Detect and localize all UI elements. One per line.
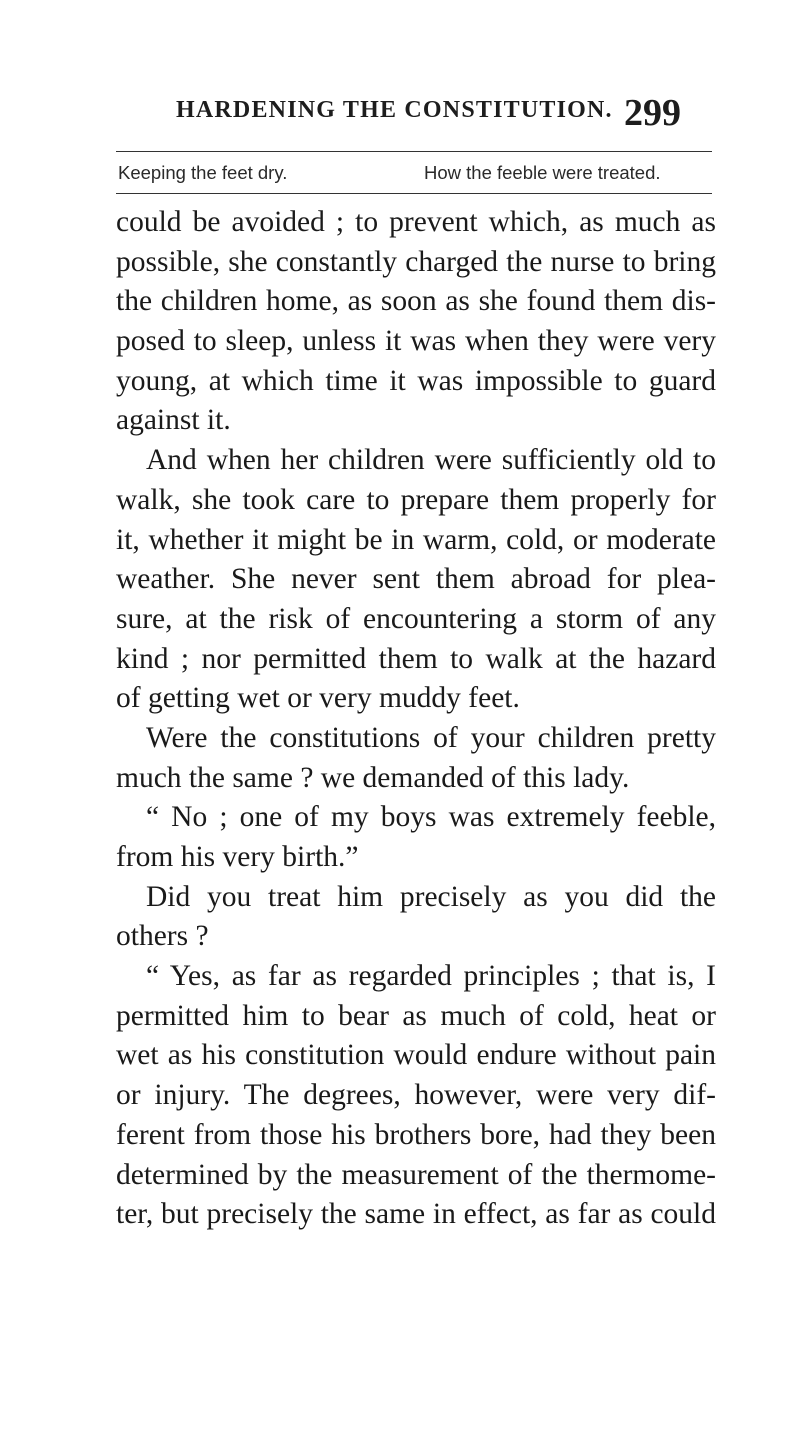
text-line: wet as his constitution would endure without pain xyxy=(116,1039,716,1072)
text-line: young, at which time it was impossible to guard xyxy=(116,364,716,397)
subhead-right: How the feeble were treated. xyxy=(424,162,661,183)
text-line: Did you treat him precisely as you did the xyxy=(146,880,716,913)
text-line: from his very birth.” xyxy=(116,841,359,873)
subhead-left: Keeping the feet dry. xyxy=(118,162,288,183)
text-line: others ? xyxy=(116,920,209,953)
body-text xyxy=(116,203,716,1235)
text-line: “ No ; one of my boys was extremely feeble, xyxy=(146,801,716,834)
top-rule xyxy=(116,151,712,152)
text-line: kind ; nor permitted them to walk at the hazard xyxy=(116,642,716,675)
text-line: it, whether it might be in warm, cold, or moderate xyxy=(116,523,716,556)
text-line: could be avoided ; to prevent which, as much as xyxy=(116,206,716,238)
text-line: ter, but precisely the same in effect, as far as could xyxy=(116,1198,716,1231)
text-line: or injury. The degrees, however, were very dif- xyxy=(116,1079,716,1112)
text-line: permitted him to bear as much of cold, heat or xyxy=(116,999,716,1032)
text-line: Were the constitutions of your children pretty xyxy=(146,721,716,754)
text-line: posed to sleep, unless it was when they were very xyxy=(116,325,716,358)
text-line: the children home, as soon as she found them dis- xyxy=(116,285,716,318)
text-line: possible, she constantly charged the nurse to bring xyxy=(116,245,716,278)
text-line: much the same ? we demanded of this lady. xyxy=(116,761,630,794)
marginal-subheads xyxy=(0,160,800,188)
text-line: And when her children were sufficiently old to xyxy=(146,444,716,477)
text-line: determined by the measurement of the thermome- xyxy=(116,1158,716,1191)
text-line: weather. She never sent them abroad for plea- xyxy=(116,563,716,596)
text-line: ferent from those his brothers bore, had they been xyxy=(116,1118,716,1151)
text-line: of getting wet or very muddy feet. xyxy=(116,682,520,715)
text-line: “ Yes, as far as regarded principles ; that is, I xyxy=(146,960,716,993)
bottom-rule xyxy=(116,193,712,194)
text-line: walk, she took care to prepare them properly for xyxy=(116,483,716,516)
text-line: against it. xyxy=(116,404,231,437)
chapter-title: HARDENING THE CONSTITUTION. xyxy=(176,97,613,123)
text-line: sure, at the risk of encountering a storm of any xyxy=(116,602,716,635)
running-head xyxy=(0,93,800,137)
page-number: 299 xyxy=(624,92,681,134)
